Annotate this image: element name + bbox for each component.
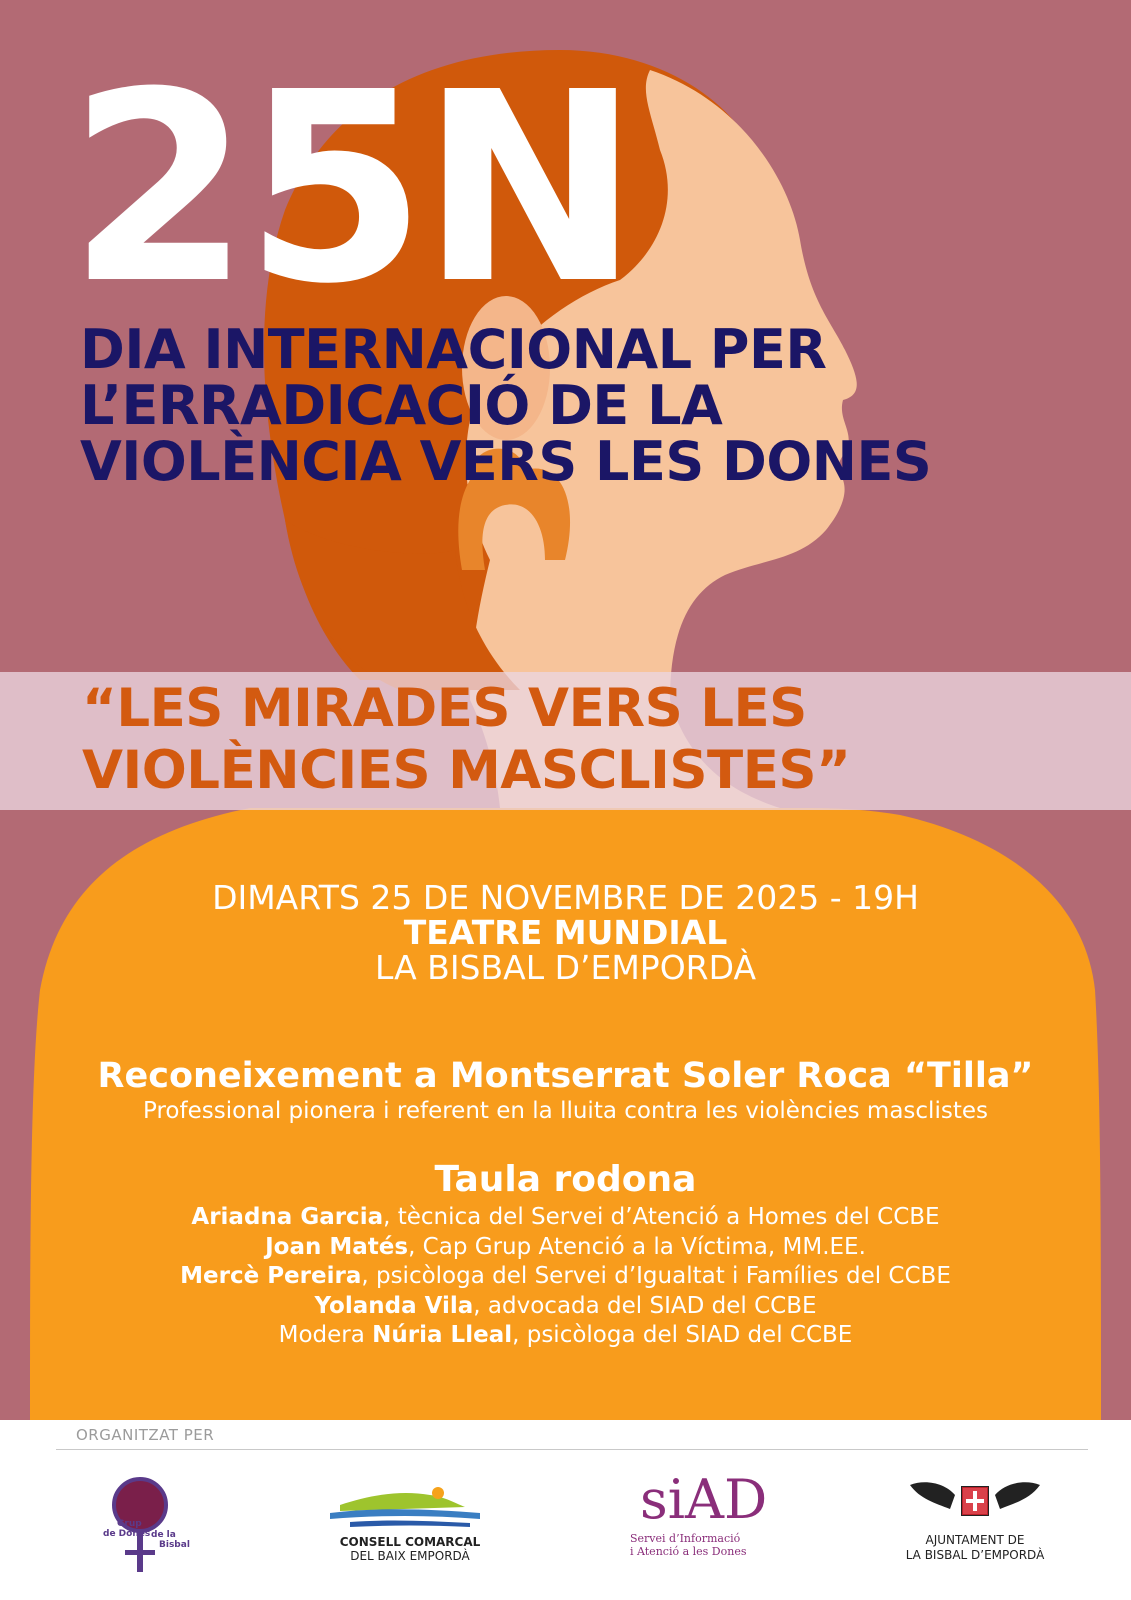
ajuntament-text: AJUNTAMENT DE [925, 1533, 1025, 1547]
coat-of-arms-icon [890, 1475, 1060, 1523]
participant-role: , psicòloga del Servei d’Igualtat i Famílies del CCBE [361, 1263, 951, 1289]
consell-comarcal-logo [330, 1485, 490, 1575]
participant-name: Ariadna Garcia [191, 1204, 384, 1230]
subtitle-line: DIA INTERNACIONAL PER [80, 318, 827, 381]
participant-name: Mercè Pereira [180, 1263, 362, 1289]
recognition-subtitle: Professional pionera i referent en la lluita contra les violències masclistes [143, 1098, 988, 1124]
siad-text: Servei d’Informació [630, 1532, 741, 1545]
round-table-title: Taula rodona [434, 1159, 697, 1200]
participant-line [0, 1203, 1131, 1233]
subtitle-line: VIOLÈNCIA VERS LES DONES [80, 430, 932, 493]
quote-line: VIOLÈNCIES MASCLISTES” [82, 740, 851, 801]
participant-line [0, 1233, 1131, 1263]
subtitle-line: L’ERRADICACIÓ DE LA [80, 374, 723, 437]
recognition-section [0, 1055, 1131, 1125]
round-table-section [0, 1157, 1131, 1351]
footer-divider [56, 1449, 1088, 1450]
event-city: LA BISBAL D’EMPORDÀ [374, 948, 757, 987]
grup-dones-text: Bisbal [159, 1540, 190, 1550]
siad-text: i Atenció a les Dones [630, 1545, 747, 1558]
quote-line: “LES MIRADES VERS LES [82, 678, 807, 739]
organized-by-label: ORGANITZAT PER [76, 1426, 215, 1444]
participant-name: Joan Matés [265, 1233, 409, 1260]
siad-logo [630, 1470, 770, 1580]
participant-prefix: Modera [278, 1322, 373, 1348]
grup-dones-logo [95, 1475, 215, 1575]
participant-role: , tècnica del Servei d’Atenció a Homes del CCBE [383, 1204, 940, 1230]
participant-line [0, 1262, 1131, 1292]
grup-dones-text: de Dones [103, 1529, 151, 1539]
recognition-title: Reconeixement a Montserrat Soler Roca “Tilla” [97, 1056, 1034, 1096]
participant-role: , psicòloga del SIAD del CCBE [512, 1322, 853, 1348]
siad-mark: siAD [640, 1468, 768, 1531]
consell-text: DEL BAIX EMPORDÀ [350, 1549, 470, 1563]
event-date: DIMARTS 25 DE NOVEMBRE DE 2025 - 19H [212, 878, 919, 917]
participant-name: Núria Lleal [372, 1322, 513, 1348]
event-details [0, 880, 1131, 986]
event-venue: TEATRE MUNDIAL [403, 913, 728, 952]
event-hashtag-title: 25N [68, 36, 634, 341]
participant-role: , advocada del SIAD del CCBE [473, 1292, 817, 1319]
ajuntament-logo [890, 1475, 1060, 1575]
landscape-icon [330, 1485, 490, 1533]
quote-title [82, 678, 850, 802]
participant-line [0, 1292, 1131, 1322]
participant-role: , Cap Grup Atenció a la Víctima, MM.EE. [408, 1233, 866, 1260]
participant-line [0, 1321, 1131, 1351]
consell-text: CONSELL COMARCAL [339, 1535, 481, 1549]
ajuntament-text: LA BISBAL D’EMPORDÀ [905, 1548, 1045, 1562]
grup-dones-text: de la [151, 1530, 176, 1540]
grup-dones-text: Grup [117, 1519, 142, 1529]
participant-name: Yolanda Vila [314, 1292, 474, 1319]
event-subtitle [80, 318, 1080, 493]
